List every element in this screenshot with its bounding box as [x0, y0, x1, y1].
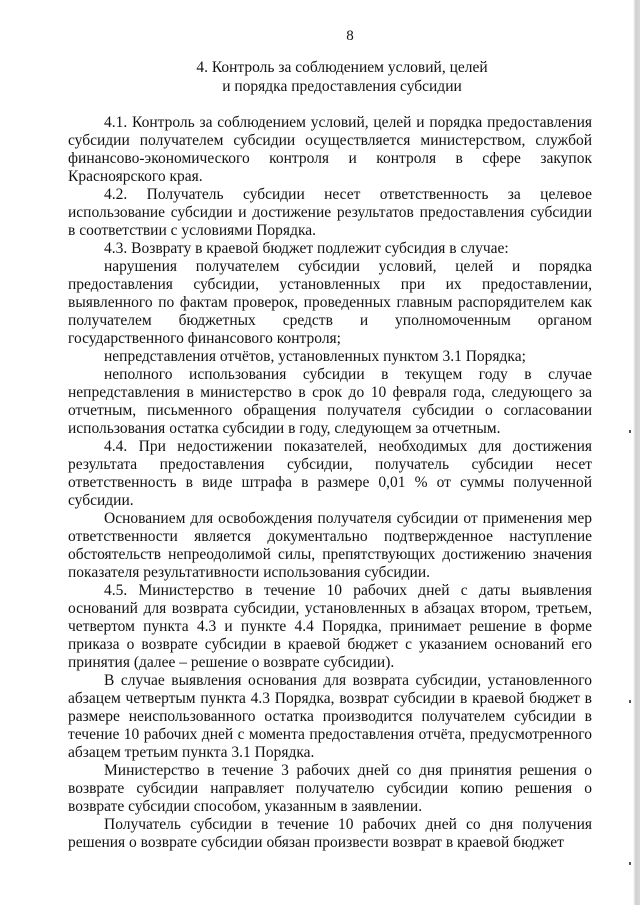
scan-edge-mark	[629, 862, 631, 865]
paragraph-4-2: 4.2. Получатель субсидии несет ответственность за целевое использование субсидии и достижение результатов предоставления субсидии в соответствии с условиями Порядка.	[68, 186, 592, 239]
paragraph-4-5-notification: Министерство в течение 3 рабочих дней со дня принятия решения о возврате субсидии направляет получателю субсидии копию решения о возврате субсидии способом, указанным в заявлении.	[68, 762, 592, 815]
paragraph-4-3-item-1: нарушения получателем субсидии условий, целей и порядка предоставления субсидии, установленных при их предоставлении, выявленного по фактам проверок, проведенных главным распорядителем как получателем бюджетных средств и уполномоченным органом государственного финансового контроля;	[68, 258, 592, 347]
paragraph-4-5-unused-balance: В случае выявления основания для возврата субсидии, установленного абзацем четвертым пункта 4.3 Порядка, возврат субсидии в краевой бюджет в размере неиспользованного остатка производится получателем субсидии в течение 10 рабочих дней с момента предоставления отчёта, предусмотренного абзацем третьим пункта 3.1 Порядка.	[68, 672, 592, 761]
section-heading-line-2: и порядка предоставления субсидии	[222, 78, 462, 95]
section-heading	[92, 58, 592, 96]
paragraph-4-1: 4.1. Контроль за соблюдением условий, целей и порядка предоставления субсидии получателем субсидии осуществляется министерством, службой финансово-экономического контроля и контроля в сфере закупок Красноярского края.	[68, 114, 592, 185]
paragraph-4-5-refund: Получатель субсидии в течение 10 рабочих дней со дня получения решения о возврате субсидии обязан произвести возврат в краевой бюджет	[68, 816, 592, 851]
paragraph-4-4: 4.4. При недостижении показателей, необходимых для достижения результата предоставления субсидии, получатель субсидии несет ответственность в виде штрафа в размере 0,01 % от суммы полученной субсидии.	[68, 438, 592, 509]
paragraph-4-4-exemption: Основанием для освобождения получателя субсидии от применения мер ответственности является документально подтвержденное наступление обстоятельств непреодолимой силы, препятствующих достижению значения показателя результативности использования субсидии.	[68, 510, 592, 581]
page-number: 8	[346, 28, 354, 44]
scan-edge-mark	[629, 430, 631, 433]
paragraph-4-3-item-2: непредставления отчётов, установленных пунктом 3.1 Порядка;	[104, 348, 526, 365]
paragraph-4-3: 4.3. Возврату в краевой бюджет подлежит субсидия в случае:	[104, 240, 509, 257]
section-heading-line-1: 4. Контроль за соблюдением условий, целей	[196, 59, 488, 76]
paragraph-4-5: 4.5. Министерство в течение 10 рабочих дней с даты выявления оснований для возврата субсидии, установленных в абзацах втором, третьем, четвертом пункта 4.3 и пункте 4.4 Порядка, принимает решение в форме приказа о возврате субсидии в краевой бюджет с указанием оснований его принятия (далее – решение о возврате субсидии).	[68, 582, 592, 671]
scan-edge-shadow	[633, 0, 640, 905]
paragraph-4-3-item-3: неполного использования субсидии в текущем году в случае непредставления в министерство в срок до 10 февраля года, следующего за отчетным, письменного обращения получателя субсидии о согласовании использования остатка субсидии в году, следующем за отчетным.	[68, 366, 592, 437]
scan-edge-mark	[629, 700, 631, 703]
